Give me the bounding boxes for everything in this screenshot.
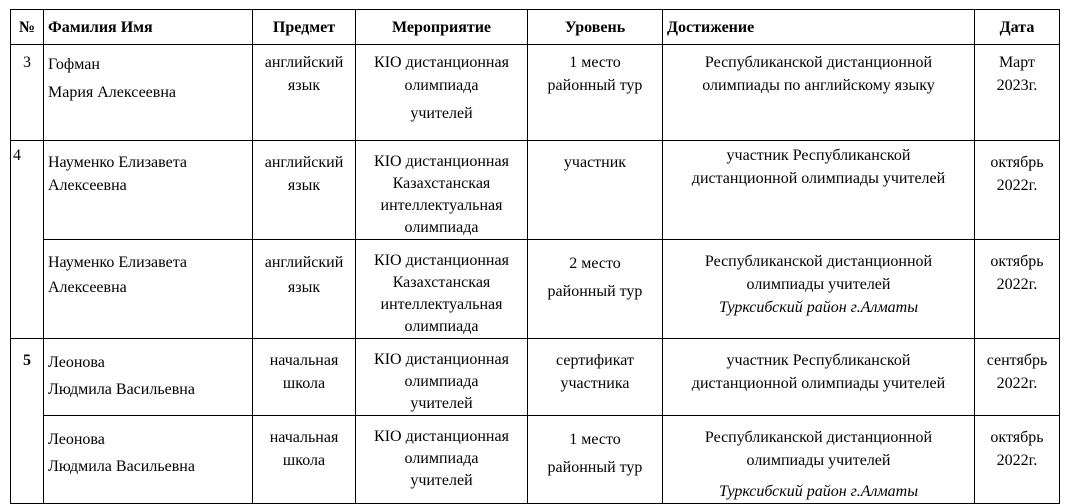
row-level <box>528 339 663 416</box>
row-event <box>356 45 528 141</box>
subject-line: школа <box>282 452 326 469</box>
achievement-line: Республиканской дистанционной <box>704 429 933 446</box>
subject-line: начальная <box>269 429 339 446</box>
row-achievement <box>663 416 975 504</box>
row-subject <box>253 339 356 416</box>
name-line: Науменко Елизавета <box>48 154 187 171</box>
row-num: 4 <box>11 141 44 339</box>
event-line: КІО дистанционная <box>374 428 509 445</box>
date-line: 2022г. <box>996 375 1038 392</box>
row-achievement <box>663 45 975 141</box>
row-event <box>356 141 528 240</box>
row-date <box>975 339 1060 416</box>
achievement-line: олимпиады учителей <box>746 452 891 469</box>
header-subject: Предмет <box>253 10 356 45</box>
event-line: интеллектуальная <box>380 197 503 214</box>
level-line: 2 место <box>569 255 621 272</box>
name-line: Науменко Елизавета <box>48 254 187 271</box>
row-event <box>356 240 528 339</box>
date-line: 2022г. <box>996 177 1038 194</box>
row-date <box>975 45 1060 141</box>
event-line: Казахстанская <box>392 175 491 192</box>
date-line: 2022г. <box>996 452 1038 469</box>
row-subject <box>253 141 356 240</box>
subject-line: английский <box>264 154 344 171</box>
row-date <box>975 240 1060 339</box>
achievement-line: участник Республиканской <box>726 352 911 369</box>
row-event <box>356 339 528 416</box>
header-date: Дата <box>975 10 1060 45</box>
date-line: Март <box>998 54 1036 71</box>
level-line: районный тур <box>547 77 643 94</box>
row-name <box>44 45 253 141</box>
row-level <box>528 416 663 504</box>
row-name <box>44 141 253 240</box>
subject-line: английский <box>264 54 344 71</box>
date-line: октябрь <box>990 253 1044 270</box>
name-line: Гофман <box>48 56 100 73</box>
event-line: олимпиада <box>404 219 479 236</box>
row-num: 5 <box>11 339 44 504</box>
event-line: олимпиада <box>404 373 479 390</box>
table-row <box>11 339 1060 416</box>
row-date <box>975 416 1060 504</box>
name-line: Леонова <box>48 431 105 448</box>
name-line: Мария Алексеевна <box>48 84 176 101</box>
name-line: Алексеевна <box>48 177 127 194</box>
achievement-location: Турксибский район г.Алматы <box>718 299 919 316</box>
row-name <box>44 240 253 339</box>
achievement-line: олимпиады учителей <box>746 276 891 293</box>
row-level <box>528 240 663 339</box>
subject-line: язык <box>287 177 321 194</box>
event-line: учителей <box>410 395 473 412</box>
header-name: Фамилия Имя <box>44 10 253 45</box>
table-row <box>11 240 1060 339</box>
row-date <box>975 141 1060 240</box>
level-line: сертификат <box>556 352 634 369</box>
table-row <box>11 141 1060 240</box>
row-subject <box>253 416 356 504</box>
header-achievement: Достижение <box>663 10 975 45</box>
row-level <box>528 45 663 141</box>
date-line: 2022г. <box>996 276 1038 293</box>
name-line: Людмила Васильевна <box>48 381 195 398</box>
event-line: интеллектуальная <box>380 296 503 313</box>
row-achievement <box>663 240 975 339</box>
level-line: районный тур <box>547 283 643 300</box>
date-line: октябрь <box>990 154 1044 171</box>
level-line: районный тур <box>547 459 643 476</box>
level-line: участника <box>560 375 630 392</box>
event-line: олимпиада <box>404 318 479 335</box>
header-event: Мероприятие <box>356 10 528 45</box>
row-num: 3 <box>11 45 44 141</box>
subject-line: школа <box>282 375 326 392</box>
level-line: 1 место <box>569 54 621 71</box>
achievement-line: дистанционной олимпиады учителей <box>691 375 946 392</box>
event-line: олимпиада <box>404 77 479 94</box>
date-line: сентябрь <box>986 352 1048 369</box>
event-line: КІО дистанционная <box>374 252 509 269</box>
event-line: КІО дистанционная <box>374 153 509 170</box>
subject-line: язык <box>287 77 321 94</box>
row-name <box>44 416 253 504</box>
event-line: КІО дистанционная <box>374 54 509 71</box>
table-row <box>11 416 1060 504</box>
event-line: учителей <box>410 472 473 489</box>
achievements-table <box>10 9 1060 504</box>
achievement-line: участник Республиканской <box>726 147 911 164</box>
achievement-line: Республиканской дистанционной <box>704 54 933 71</box>
header-num: № <box>11 10 44 45</box>
achievement-location: Турксибский район г.Алматы <box>718 483 919 500</box>
row-level <box>528 141 663 240</box>
achievement-line: дистанционной олимпиады учителей <box>691 170 946 187</box>
row-achievement <box>663 339 975 416</box>
level-line: участник <box>563 154 627 171</box>
subject-line: начальная <box>269 352 339 369</box>
name-line: Леонова <box>48 354 105 371</box>
header-level: Уровень <box>528 10 663 45</box>
achievement-line: Республиканской дистанционной <box>704 253 933 270</box>
row-name <box>44 339 253 416</box>
row-subject <box>253 45 356 141</box>
row-subject <box>253 240 356 339</box>
event-line: олимпиада <box>404 450 479 467</box>
table-row <box>11 45 1060 141</box>
row-event <box>356 416 528 504</box>
event-line: Казахстанская <box>392 274 491 291</box>
header-row <box>11 10 1060 45</box>
level-line: 1 место <box>569 431 621 448</box>
name-line: Алексеевна <box>48 279 127 296</box>
event-line: КІО дистанционная <box>374 351 509 368</box>
date-line: 2023г. <box>996 77 1038 94</box>
row-achievement <box>663 141 975 240</box>
subject-line: язык <box>287 279 321 296</box>
achievement-line: олимпиады по английскому языку <box>702 77 935 94</box>
name-line: Людмила Васильевна <box>48 458 195 475</box>
subject-line: английский <box>264 254 344 271</box>
date-line: октябрь <box>990 429 1044 446</box>
event-line: учителей <box>410 105 473 122</box>
